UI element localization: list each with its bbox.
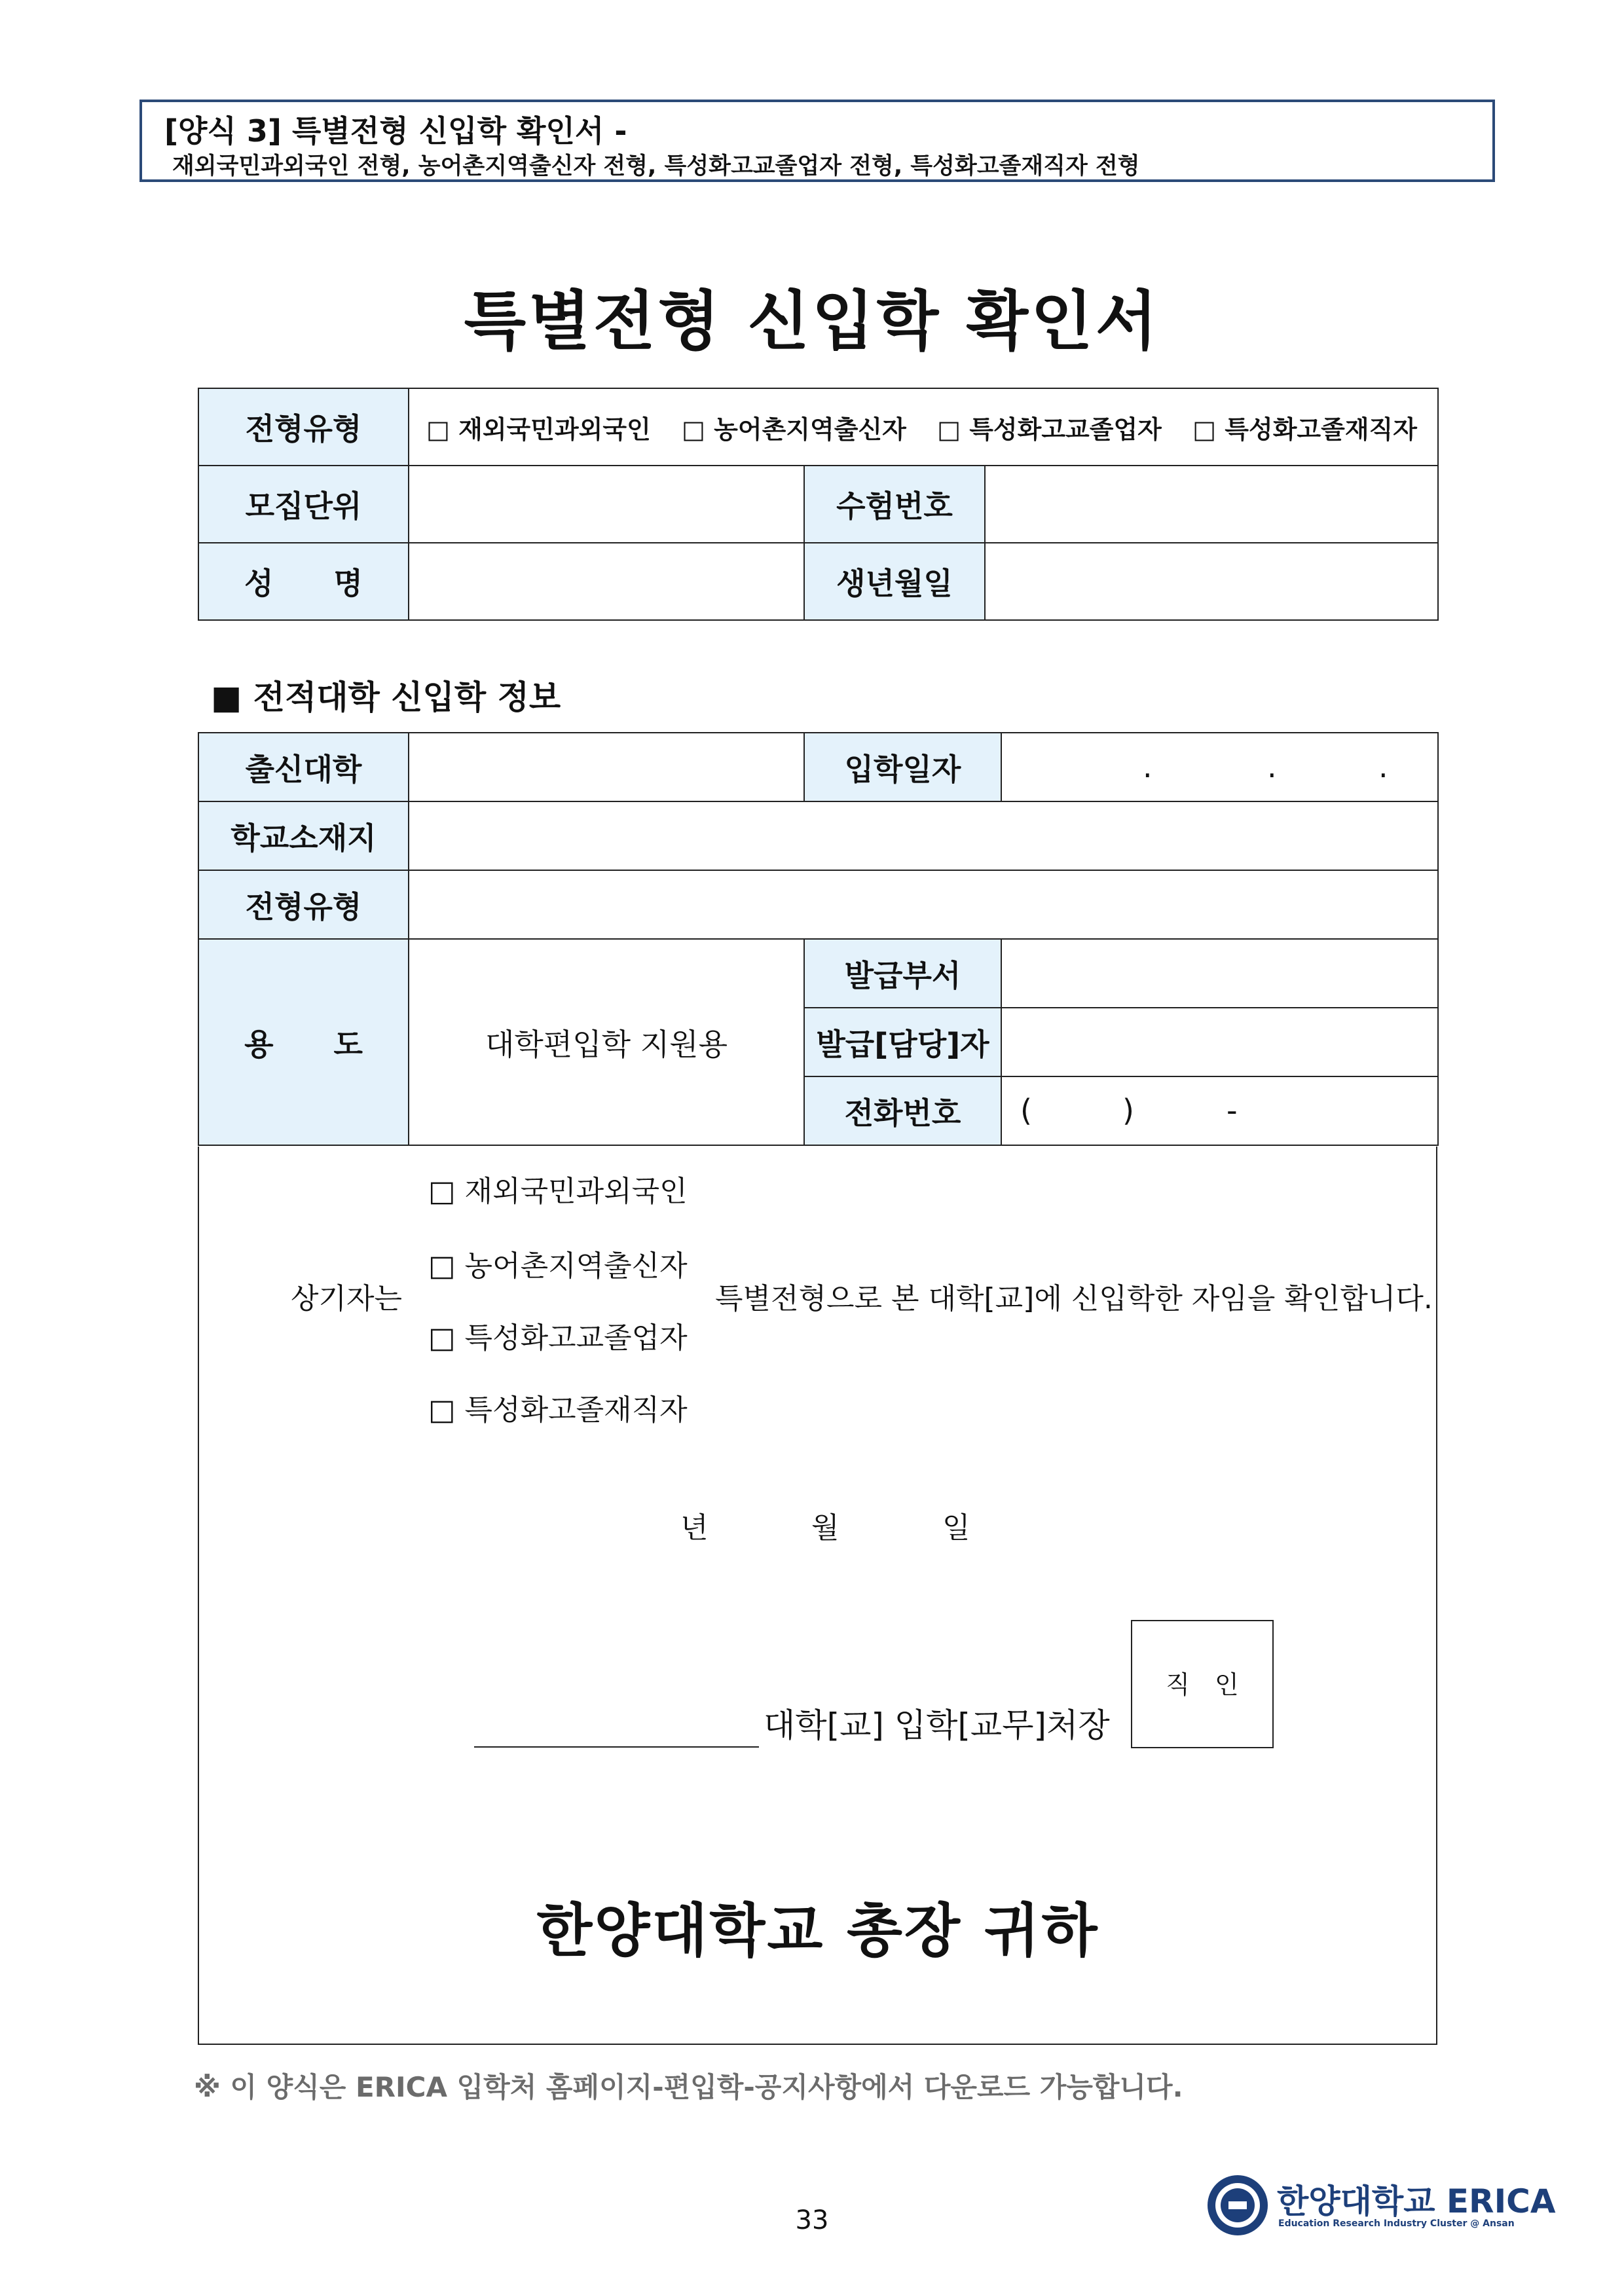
- table-row: [198, 801, 1438, 870]
- confirm-prefix: 상기자는: [291, 1282, 403, 1315]
- type-checkbox-vocational-grad[interactable]: □ 특성화고교졸업자: [937, 414, 1162, 444]
- exam-number-field[interactable]: [985, 466, 1438, 543]
- emblem-icon: [1205, 2173, 1270, 2238]
- seal-label: 직 인: [1166, 1670, 1239, 1699]
- name-label: 성 명: [198, 543, 409, 620]
- purpose-label: 용 도: [198, 939, 409, 1145]
- table-row: [198, 543, 1438, 620]
- birthdate-field[interactable]: [985, 543, 1438, 620]
- birthdate-label: 생년월일: [804, 543, 985, 620]
- signer-title: 대학[교] 입학[교무]처장: [764, 1706, 1110, 1744]
- entry-date-label: 입학일자: [804, 733, 1001, 801]
- form-header-box: [139, 100, 1495, 182]
- name-field[interactable]: [409, 543, 804, 620]
- table-row: [198, 870, 1438, 939]
- unit-label: 모집단위: [198, 466, 409, 543]
- location-field[interactable]: [409, 801, 1438, 870]
- phone-label: 전화번호: [804, 1076, 1001, 1145]
- issuer-field[interactable]: [1001, 1008, 1438, 1076]
- footnote: ※ 이 양식은 ERICA 입학처 홈페이지-편입학-공지사항에서 다운로드 가능합니다.: [194, 2071, 1183, 2103]
- college-label: 출신대학: [198, 733, 409, 801]
- table-row: [198, 733, 1438, 801]
- table-row: [198, 388, 1438, 466]
- form-header-subtitle: 재외국민과외국인 전형, 농어촌지역출신자 전형, 특성화고교졸업자 전형, 특성화고졸재직자 전형: [172, 153, 1140, 179]
- logo-wordmark: 한양대학교 ERICA: [1277, 2182, 1556, 2220]
- purpose-value: 대학편입학 지원용: [409, 939, 804, 1145]
- issuer-label: 발급[담당]자: [804, 1008, 1001, 1076]
- confirmation-box: [198, 1147, 1437, 2045]
- date-separator: .: [1378, 749, 1388, 784]
- prev-type-label: 전형유형: [198, 870, 409, 939]
- issuing-dept-field[interactable]: [1001, 939, 1438, 1008]
- prev-type-field[interactable]: [409, 870, 1438, 939]
- form-header-title: [양식 3] 특별전형 신입학 확인서 -: [164, 113, 627, 149]
- phone-paren-open: (: [1020, 1093, 1032, 1128]
- prev-college-table: [198, 732, 1439, 1146]
- type-label: 전형유형: [198, 388, 409, 466]
- page-title: 특별전형 신입학 확인서: [464, 284, 1160, 359]
- phone-paren-close: ): [1122, 1093, 1134, 1128]
- confirm-checkbox-overseas[interactable]: □ 재외국민과외국인: [428, 1175, 688, 1208]
- phone-dash: -: [1227, 1093, 1238, 1128]
- confirm-checkbox-rural[interactable]: □ 농어촌지역출신자: [428, 1249, 688, 1283]
- type-checkbox-rural[interactable]: □ 농어촌지역출신자: [682, 414, 906, 444]
- type-checkbox-overseas[interactable]: □ 재외국민과외국인: [426, 414, 651, 444]
- applicant-info-table: [198, 388, 1439, 621]
- phone-field[interactable]: [1001, 1076, 1438, 1145]
- date-year: 년: [680, 1511, 709, 1545]
- exam-number-label: 수험번호: [804, 466, 985, 543]
- confirm-checkbox-vocational-grad[interactable]: □ 특성화고교졸업자: [428, 1321, 688, 1355]
- type-checkbox-vocational-employee[interactable]: □ 특성화고졸재직자: [1192, 414, 1417, 444]
- location-label: 학교소재지: [198, 801, 409, 870]
- signature-line: [474, 1746, 759, 1748]
- confirm-checkbox-vocational-employee[interactable]: □ 특성화고졸재직자: [428, 1393, 688, 1427]
- issuing-dept-label: 발급부서: [804, 939, 1001, 1008]
- table-row: [198, 939, 1438, 1008]
- date-separator: .: [1267, 749, 1277, 784]
- seal-box: [1131, 1620, 1274, 1748]
- recipient: 한양대학교 총장 귀하: [536, 1897, 1099, 1964]
- table-row: [198, 466, 1438, 543]
- date-day: 일: [942, 1511, 970, 1545]
- section-heading: ■ 전적대학 신입학 정보: [211, 678, 561, 716]
- date-separator: .: [1143, 749, 1153, 784]
- date-month: 월: [811, 1511, 840, 1545]
- logo-tagline: Education Research Industry Cluster @ Ansan: [1278, 2218, 1515, 2229]
- confirm-statement: 특별전형으로 본 대학[교]에 신입학한 자임을 확인합니다.: [715, 1282, 1433, 1315]
- page-number: 33: [795, 2205, 829, 2235]
- entry-date-field[interactable]: [1001, 733, 1438, 801]
- college-field[interactable]: [409, 733, 804, 801]
- type-checkbox-group: [409, 388, 1438, 466]
- university-logo: [1205, 2173, 1556, 2238]
- unit-field[interactable]: [409, 466, 804, 543]
